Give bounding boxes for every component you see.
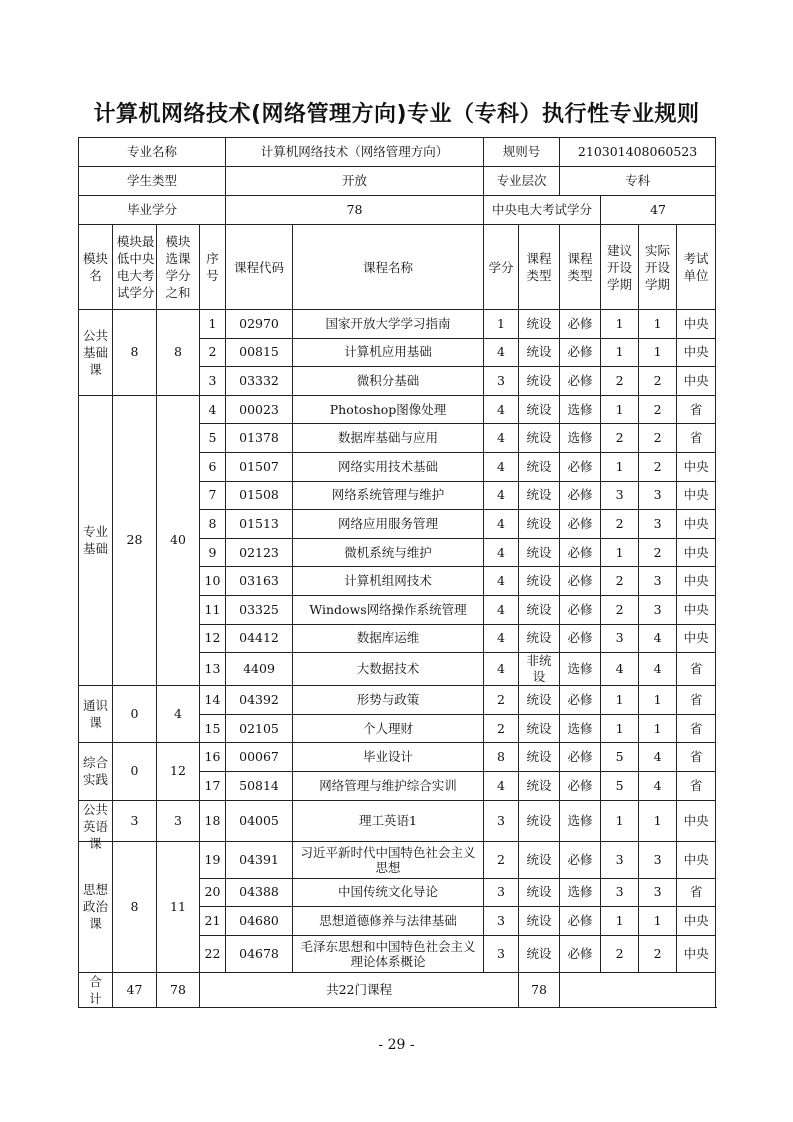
course-seq: 1	[200, 310, 226, 339]
course-category: 必修	[560, 367, 601, 396]
actual-term: 2	[639, 935, 677, 972]
header-min-credits: 模块最低中央电大考试学分	[113, 225, 157, 310]
suggested-term: 2	[601, 510, 639, 539]
course-seq: 8	[200, 510, 226, 539]
course-code: 01508	[226, 481, 293, 510]
course-type: 统设	[519, 395, 560, 424]
exam-unit: 省	[677, 653, 716, 686]
suggested-term: 3	[601, 841, 639, 878]
course-code: 4409	[226, 653, 293, 686]
level-value: 专科	[560, 167, 716, 196]
exam-unit: 省	[677, 424, 716, 453]
course-credit: 4	[484, 595, 519, 624]
suggested-term: 1	[601, 800, 639, 841]
course-seq: 19	[200, 841, 226, 878]
course-seq: 21	[200, 907, 226, 936]
course-seq: 16	[200, 743, 226, 772]
course-category: 必修	[560, 338, 601, 367]
actual-term: 1	[639, 338, 677, 367]
module-sum-credits: 4	[157, 686, 200, 743]
exam-unit: 省	[677, 771, 716, 800]
info-row-type	[79, 167, 716, 196]
course-credit: 1	[484, 310, 519, 339]
module-min-credits: 3	[113, 800, 157, 841]
header-module: 模块名	[79, 225, 113, 310]
course-credit: 3	[484, 907, 519, 936]
course-credit: 3	[484, 878, 519, 907]
course-code: 01507	[226, 452, 293, 481]
total-label: 合计	[79, 972, 113, 1007]
course-seq: 15	[200, 714, 226, 743]
exam-credits-value: 47	[601, 196, 716, 225]
course-category: 必修	[560, 510, 601, 539]
course-category: 必修	[560, 907, 601, 936]
table-row	[79, 743, 716, 772]
course-name: 网络管理与维护综合实训	[293, 771, 484, 800]
module-min-credits: 0	[113, 743, 157, 800]
suggested-term: 1	[601, 452, 639, 481]
course-category: 必修	[560, 935, 601, 972]
header-ctype: 课程类型	[519, 225, 560, 310]
course-category: 必修	[560, 481, 601, 510]
actual-term: 2	[639, 424, 677, 453]
course-code: 04412	[226, 624, 293, 653]
course-code: 02105	[226, 714, 293, 743]
course-type: 统设	[519, 510, 560, 539]
actual-term: 1	[639, 714, 677, 743]
course-category: 选修	[560, 878, 601, 907]
suggested-term: 4	[601, 653, 639, 686]
total-blank	[560, 972, 716, 1007]
table-row	[79, 686, 716, 715]
course-code: 03325	[226, 595, 293, 624]
course-credit: 4	[484, 538, 519, 567]
header-actual-term: 实际开设学期	[639, 225, 677, 310]
table-row	[79, 841, 716, 878]
suggested-term: 1	[601, 907, 639, 936]
course-name: 网络应用服务管理	[293, 510, 484, 539]
course-credit: 4	[484, 624, 519, 653]
course-code: 00023	[226, 395, 293, 424]
exam-unit: 中央	[677, 338, 716, 367]
course-type: 统设	[519, 743, 560, 772]
course-name: 微机系统与维护	[293, 538, 484, 567]
module-name: 公共英语课	[79, 800, 113, 841]
actual-term: 4	[639, 771, 677, 800]
course-credit: 4	[484, 338, 519, 367]
course-seq: 2	[200, 338, 226, 367]
course-code: 01378	[226, 424, 293, 453]
module-min-credits: 0	[113, 686, 157, 743]
module-min-credits: 8	[113, 841, 157, 972]
course-seq: 14	[200, 686, 226, 715]
course-name: 形势与政策	[293, 686, 484, 715]
exam-unit: 中央	[677, 452, 716, 481]
course-credit: 4	[484, 653, 519, 686]
course-code: 02970	[226, 310, 293, 339]
header-seq: 序号	[200, 225, 226, 310]
suggested-term: 2	[601, 367, 639, 396]
course-seq: 11	[200, 595, 226, 624]
course-seq: 5	[200, 424, 226, 453]
exam-unit: 中央	[677, 907, 716, 936]
suggested-term: 3	[601, 481, 639, 510]
major-label: 专业名称	[79, 138, 226, 167]
course-category: 选修	[560, 395, 601, 424]
course-credit: 4	[484, 424, 519, 453]
actual-term: 3	[639, 510, 677, 539]
course-type: 统设	[519, 907, 560, 936]
rule-no-label: 规则号	[484, 138, 560, 167]
course-seq: 7	[200, 481, 226, 510]
actual-term: 2	[639, 538, 677, 567]
course-seq: 22	[200, 935, 226, 972]
major-value: 计算机网络技术（网络管理方向）	[226, 138, 484, 167]
course-credit: 4	[484, 481, 519, 510]
course-name: 毕业设计	[293, 743, 484, 772]
actual-term: 4	[639, 743, 677, 772]
total-sum-credits: 78	[157, 972, 200, 1007]
course-name: 国家开放大学学习指南	[293, 310, 484, 339]
actual-term: 2	[639, 395, 677, 424]
header-unit: 考试单位	[677, 225, 716, 310]
course-type: 统设	[519, 714, 560, 743]
course-credit: 3	[484, 367, 519, 396]
course-seq: 10	[200, 567, 226, 596]
exam-unit: 中央	[677, 841, 716, 878]
course-category: 选修	[560, 424, 601, 453]
course-category: 必修	[560, 595, 601, 624]
module-sum-credits: 8	[157, 310, 200, 396]
module-sum-credits: 12	[157, 743, 200, 800]
module-sum-credits: 40	[157, 395, 200, 685]
total-course-count: 共22门课程	[200, 972, 519, 1007]
course-code: 04388	[226, 878, 293, 907]
actual-term: 4	[639, 653, 677, 686]
page-number: - 29 -	[378, 1037, 415, 1053]
suggested-term: 1	[601, 714, 639, 743]
actual-term: 4	[639, 624, 677, 653]
course-type: 统设	[519, 424, 560, 453]
course-name: 中国传统文化导论	[293, 878, 484, 907]
course-credit: 4	[484, 395, 519, 424]
student-type-label: 学生类型	[79, 167, 226, 196]
course-name: 计算机组网技术	[293, 567, 484, 596]
course-credit: 2	[484, 714, 519, 743]
header-name: 课程名称	[293, 225, 484, 310]
header-suggest-term: 建议开设学期	[601, 225, 639, 310]
exam-unit: 省	[677, 686, 716, 715]
suggested-term: 1	[601, 395, 639, 424]
suggested-term: 5	[601, 743, 639, 772]
course-name: 毛泽东思想和中国特色社会主义理论体系概论	[293, 935, 484, 972]
course-name: 网络实用技术基础	[293, 452, 484, 481]
course-category: 必修	[560, 452, 601, 481]
course-type: 统设	[519, 538, 560, 567]
course-category: 选修	[560, 800, 601, 841]
suggested-term: 3	[601, 624, 639, 653]
module-name: 公共基础课	[79, 310, 113, 396]
total-min-credits: 47	[113, 972, 157, 1007]
module-name: 通识课	[79, 686, 113, 743]
actual-term: 3	[639, 481, 677, 510]
total-credit: 78	[519, 972, 560, 1007]
course-code: 03163	[226, 567, 293, 596]
credits-value: 78	[226, 196, 484, 225]
course-seq: 13	[200, 653, 226, 686]
course-name: Photoshop图像处理	[293, 395, 484, 424]
actual-term: 1	[639, 800, 677, 841]
page-title: 计算机网络技术(网络管理方向)专业（专科）执行性专业规则	[93, 102, 700, 127]
actual-term: 1	[639, 686, 677, 715]
course-category: 必修	[560, 686, 601, 715]
course-seq: 4	[200, 395, 226, 424]
table-row	[79, 800, 716, 841]
course-type: 统设	[519, 338, 560, 367]
course-name: 网络系统管理与维护	[293, 481, 484, 510]
suggested-term: 5	[601, 771, 639, 800]
course-credit: 3	[484, 935, 519, 972]
table-row	[79, 310, 716, 339]
module-name: 专业基础	[79, 395, 113, 685]
course-name: 思想道德修养与法律基础	[293, 907, 484, 936]
course-credit: 8	[484, 743, 519, 772]
exam-unit: 省	[677, 743, 716, 772]
course-category: 必修	[560, 624, 601, 653]
course-code: 01513	[226, 510, 293, 539]
course-code: 04391	[226, 841, 293, 878]
course-type: 统设	[519, 567, 560, 596]
actual-term: 3	[639, 595, 677, 624]
exam-unit: 省	[677, 714, 716, 743]
column-header-row	[79, 225, 716, 310]
course-seq: 3	[200, 367, 226, 396]
course-code: 50814	[226, 771, 293, 800]
exam-unit: 省	[677, 395, 716, 424]
course-type: 统设	[519, 686, 560, 715]
course-type: 统设	[519, 771, 560, 800]
course-code: 04392	[226, 686, 293, 715]
course-type: 统设	[519, 310, 560, 339]
course-seq: 18	[200, 800, 226, 841]
course-seq: 9	[200, 538, 226, 567]
course-type: 统设	[519, 841, 560, 878]
exam-unit: 中央	[677, 481, 716, 510]
course-name: 数据库基础与应用	[293, 424, 484, 453]
course-category: 必修	[560, 771, 601, 800]
course-type: 统设	[519, 935, 560, 972]
module-min-credits: 8	[113, 310, 157, 396]
actual-term: 1	[639, 310, 677, 339]
course-name: 数据库运维	[293, 624, 484, 653]
suggested-term: 1	[601, 538, 639, 567]
course-name: 习近平新时代中国特色社会主义思想	[293, 841, 484, 878]
student-type-value: 开放	[226, 167, 484, 196]
course-seq: 6	[200, 452, 226, 481]
course-seq: 12	[200, 624, 226, 653]
course-name: 理工英语1	[293, 800, 484, 841]
suggested-term: 2	[601, 595, 639, 624]
course-category: 必修	[560, 310, 601, 339]
rules-table	[78, 137, 716, 1008]
exam-unit: 省	[677, 878, 716, 907]
module-name: 思想政治课	[79, 841, 113, 972]
rule-no-value: 210301408060523	[560, 138, 716, 167]
header-ctype-2: 课程类型	[560, 225, 601, 310]
course-category: 选修	[560, 714, 601, 743]
course-type: 统设	[519, 481, 560, 510]
course-name: 计算机应用基础	[293, 338, 484, 367]
actual-term: 3	[639, 567, 677, 596]
actual-term: 3	[639, 841, 677, 878]
course-name: 个人理财	[293, 714, 484, 743]
exam-unit: 中央	[677, 935, 716, 972]
course-code: 00067	[226, 743, 293, 772]
info-row-major	[79, 138, 716, 167]
info-row-credits	[79, 196, 716, 225]
exam-unit: 中央	[677, 624, 716, 653]
suggested-term: 1	[601, 338, 639, 367]
module-sum-credits: 3	[157, 800, 200, 841]
course-type: 统设	[519, 595, 560, 624]
course-code: 00815	[226, 338, 293, 367]
table-row	[79, 395, 716, 424]
course-credit: 2	[484, 686, 519, 715]
course-category: 必修	[560, 841, 601, 878]
module-name: 综合实践	[79, 743, 113, 800]
course-credit: 2	[484, 841, 519, 878]
course-name: 微积分基础	[293, 367, 484, 396]
course-code: 04005	[226, 800, 293, 841]
suggested-term: 1	[601, 310, 639, 339]
actual-term: 2	[639, 452, 677, 481]
suggested-term: 2	[601, 567, 639, 596]
course-category: 必修	[560, 743, 601, 772]
course-code: 04678	[226, 935, 293, 972]
total-row	[79, 972, 716, 1007]
course-type: 统设	[519, 367, 560, 396]
course-type: 统设	[519, 452, 560, 481]
credits-label: 毕业学分	[79, 196, 226, 225]
course-seq: 20	[200, 878, 226, 907]
course-category: 必修	[560, 567, 601, 596]
exam-unit: 中央	[677, 367, 716, 396]
actual-term: 1	[639, 907, 677, 936]
header-credit: 学分	[484, 225, 519, 310]
course-category: 必修	[560, 538, 601, 567]
course-seq: 17	[200, 771, 226, 800]
exam-unit: 中央	[677, 310, 716, 339]
course-credit: 3	[484, 800, 519, 841]
module-min-credits: 28	[113, 395, 157, 685]
exam-unit: 中央	[677, 800, 716, 841]
course-code: 04680	[226, 907, 293, 936]
level-label: 专业层次	[484, 167, 560, 196]
course-type: 统设	[519, 878, 560, 907]
exam-unit: 中央	[677, 538, 716, 567]
course-name: Windows网络操作系统管理	[293, 595, 484, 624]
course-credit: 4	[484, 510, 519, 539]
suggested-term: 3	[601, 878, 639, 907]
course-name: 大数据技术	[293, 653, 484, 686]
suggested-term: 2	[601, 935, 639, 972]
course-credit: 4	[484, 567, 519, 596]
actual-term: 2	[639, 367, 677, 396]
actual-term: 3	[639, 878, 677, 907]
module-sum-credits: 11	[157, 841, 200, 972]
course-code: 02123	[226, 538, 293, 567]
course-code: 03332	[226, 367, 293, 396]
suggested-term: 2	[601, 424, 639, 453]
course-category: 选修	[560, 653, 601, 686]
exam-unit: 中央	[677, 510, 716, 539]
exam-unit: 中央	[677, 595, 716, 624]
course-type: 统设	[519, 800, 560, 841]
suggested-term: 1	[601, 686, 639, 715]
course-credit: 4	[484, 771, 519, 800]
course-type: 统设	[519, 624, 560, 653]
course-credit: 4	[484, 452, 519, 481]
course-type: 非统设	[519, 653, 560, 686]
header-code: 课程代码	[226, 225, 293, 310]
exam-credits-label: 中央电大考试学分	[484, 196, 601, 225]
header-sum-credits: 模块选课学分之和	[157, 225, 200, 310]
exam-unit: 中央	[677, 567, 716, 596]
